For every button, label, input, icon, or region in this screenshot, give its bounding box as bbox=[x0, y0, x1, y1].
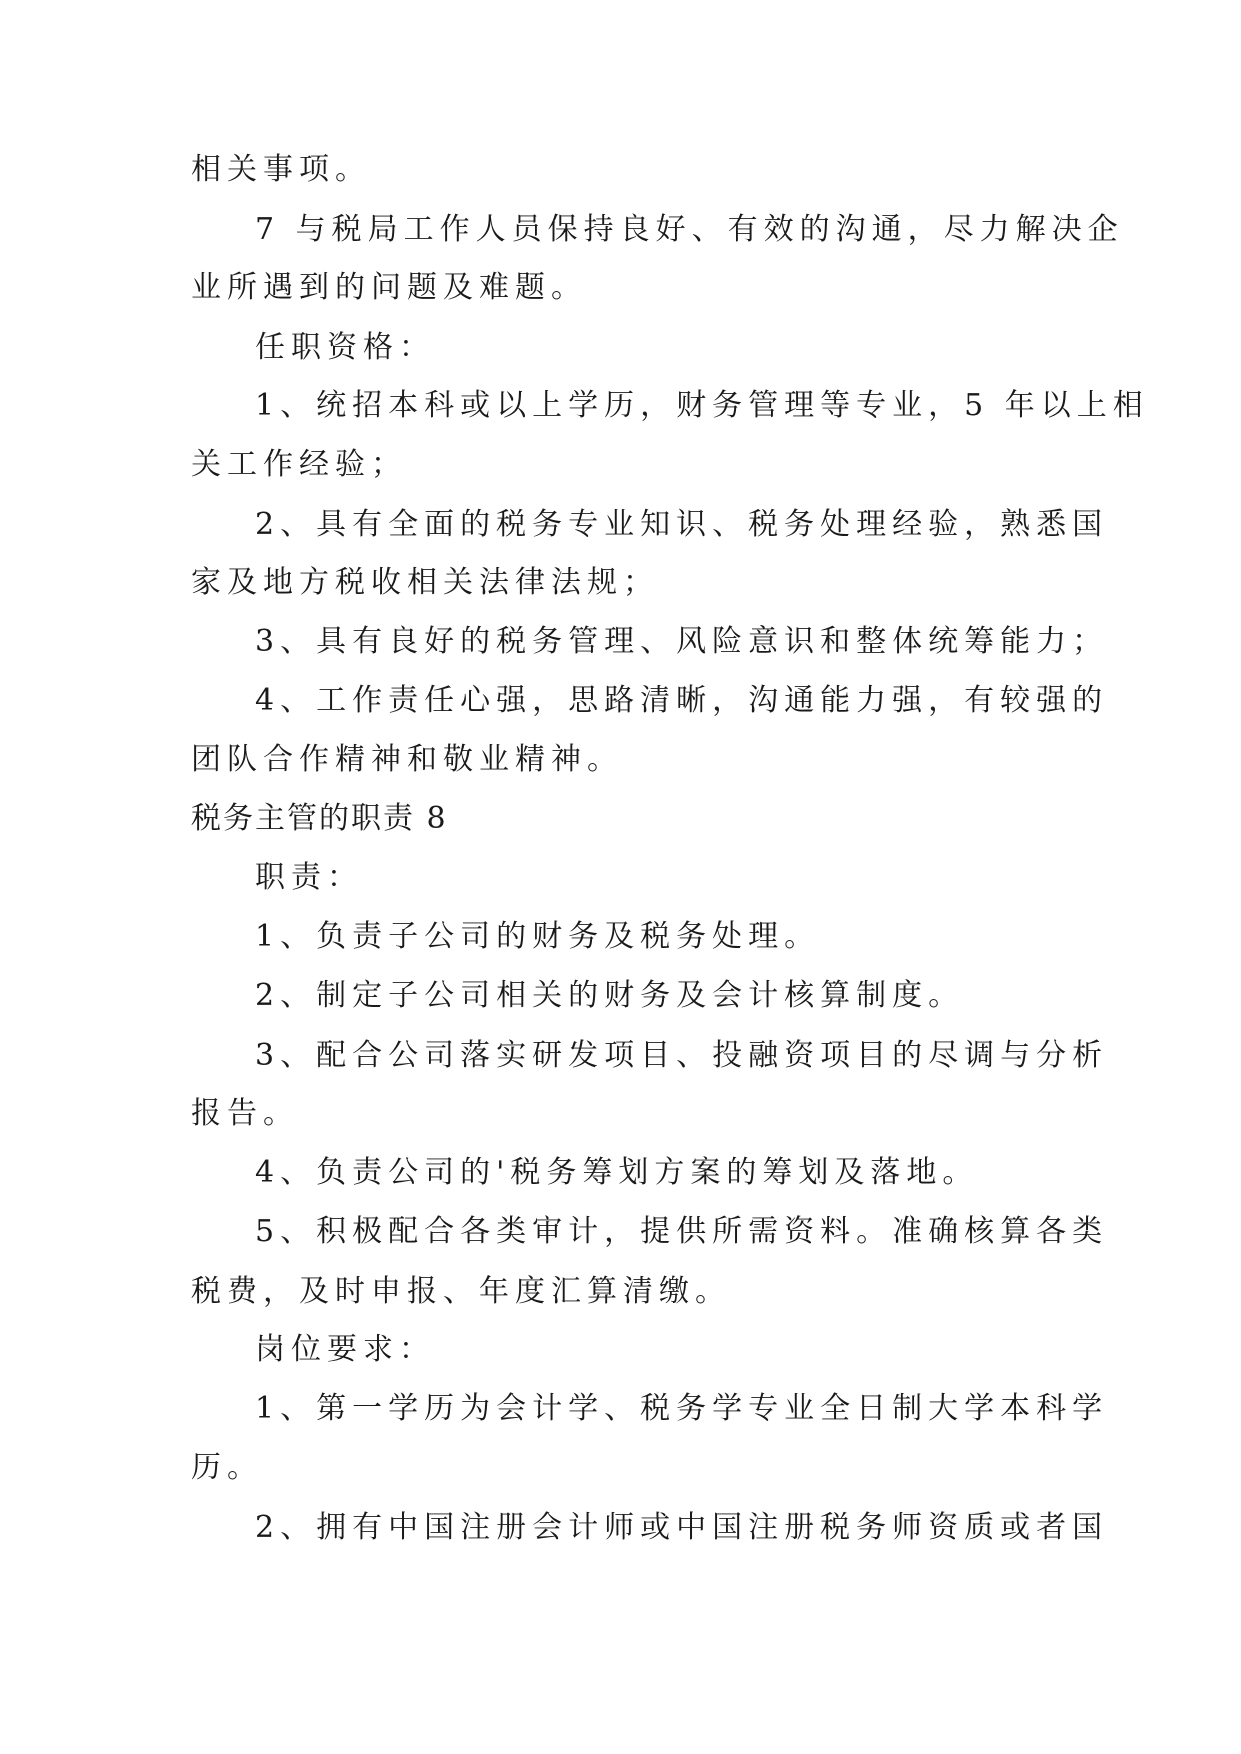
list-item: 5、积极配合各类审计，提供所需资料。准确核算各类 bbox=[255, 1214, 1109, 1249]
section-heading: 职责： bbox=[255, 860, 363, 895]
text-line: 相关事项。 bbox=[191, 152, 371, 187]
text-line: 团队合作精神和敬业精神。 bbox=[191, 742, 623, 777]
text-line: 7 与税局工作人员保持良好、有效的沟通，尽力解决企 bbox=[255, 212, 1124, 247]
section-heading: 岗位要求： bbox=[255, 1332, 435, 1367]
list-item: 2、拥有中国注册会计师或中国注册税务师资质或者国 bbox=[255, 1510, 1109, 1545]
text-line: 历。 bbox=[191, 1450, 263, 1485]
list-item: 1、统招本科或以上学历，财务管理等专业，5 年以上相 bbox=[255, 388, 1149, 423]
list-item: 3、配合公司落实研发项目、投融资项目的尽调与分析 bbox=[255, 1038, 1109, 1073]
section-title: 税务主管的职责 8 bbox=[191, 801, 448, 836]
list-item: 1、第一学历为会计学、税务学专业全日制大学本科学 bbox=[255, 1391, 1109, 1426]
list-item: 4、工作责任心强，思路清晰，沟通能力强，有较强的 bbox=[255, 683, 1109, 718]
list-item: 2、具有全面的税务专业知识、税务处理经验，熟悉国 bbox=[255, 507, 1109, 542]
list-item: 3、具有良好的税务管理、风险意识和整体统筹能力； bbox=[255, 624, 1109, 659]
text-line: 家及地方税收相关法律法规； bbox=[191, 565, 659, 600]
list-item: 2、制定子公司相关的财务及会计核算制度。 bbox=[255, 978, 965, 1013]
text-line: 报告。 bbox=[191, 1096, 299, 1131]
text-line: 业所遇到的问题及难题。 bbox=[191, 270, 587, 305]
section-heading: 任职资格： bbox=[255, 330, 435, 365]
text-line: 关工作经验； bbox=[191, 447, 407, 482]
list-item: 4、负责公司的'税务筹划方案的筹划及落地。 bbox=[255, 1155, 979, 1190]
list-item: 1、负责子公司的财务及税务处理。 bbox=[255, 919, 821, 954]
text-line: 税费，及时申报、年度汇算清缴。 bbox=[191, 1274, 731, 1309]
